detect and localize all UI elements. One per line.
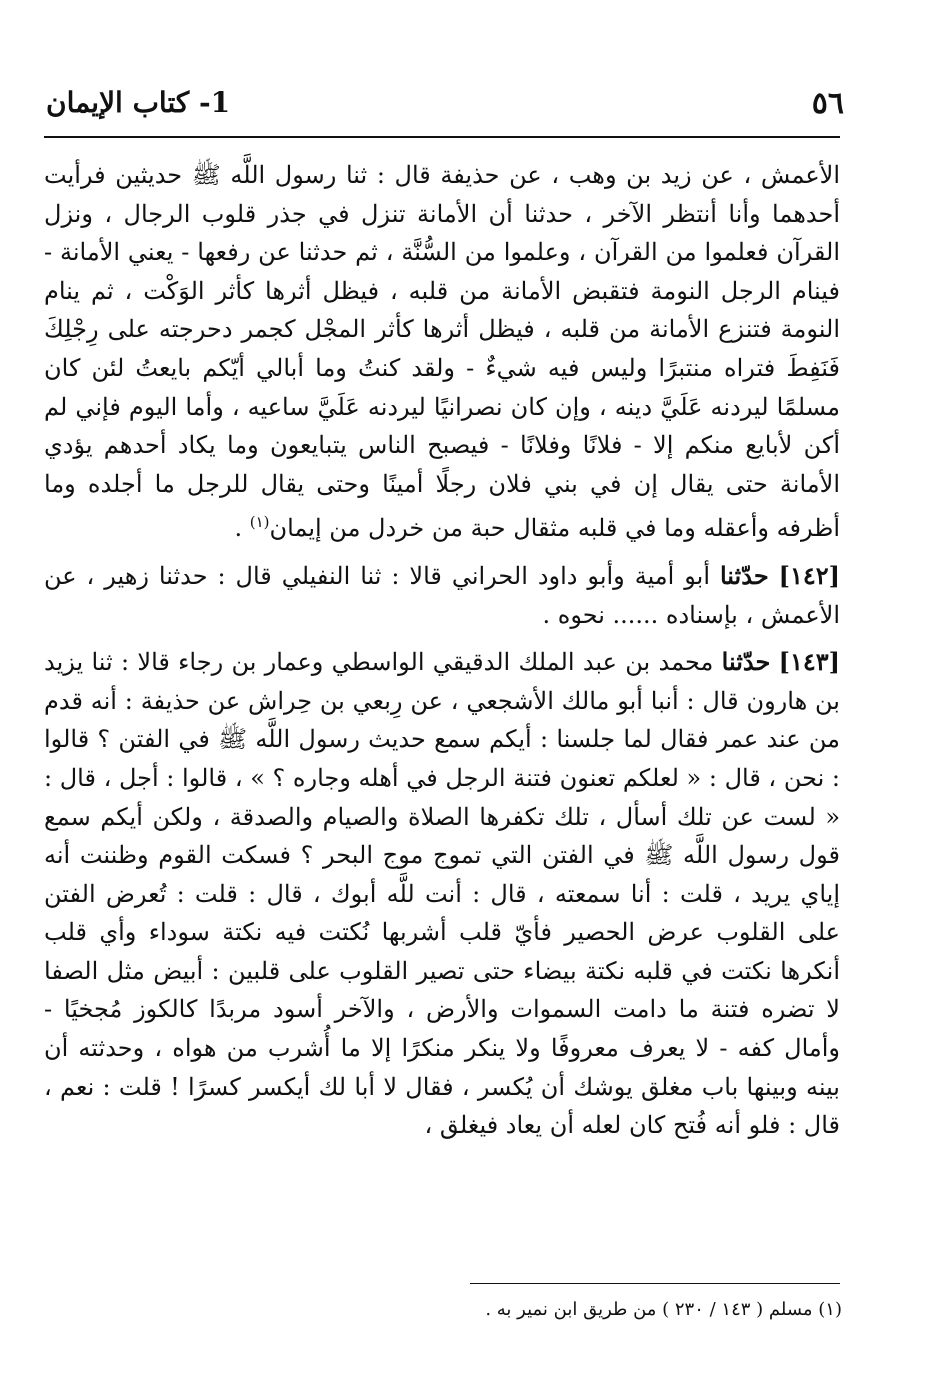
paragraph-text: الأعمش ، عن زيد بن وهب ، عن حذيفة قال : ثنا رسول اللَّه ﷺ حديثين فرأيت أحدهما وأنا أنتظر الآخر ، حدثنا أن الأمانة تنزل في جذر قلوب الرجال ، ونزل القرآن فعلموا من القرآن ، وعلموا من السُّنَّة ، ثم حدثنا عن رفعها - يعني الأمانة - فينام الرجل النومة فتقبض الأمانة من قلبه ، فيظل أثرها كأثر الوَكْت ، ثم ينام النومة فتنزع الأمانة من قلبه ، فيظل أثرها كأثر المجْل كجمر دحرجته على رِجْلِكَ فَنَفِطَ فتراه منتبرًا وليس فيه شيءٌ - ولقد كنتُ وما أبالي أيّكم بايعتُ لئن كان مسلمًا ليردنه عَلَيَّ دينه ، وإن كان نصرانيًا ليردنه عَلَيَّ ساعيه ، وأما اليوم فإني لم أكن لأبايع منكم إلا - فلانًا وفلانًا - فيصبح الناس يتبايعون وما يكاد أحدهم يؤدي الأمانة حتى يقال إن في بني فلان رجلًا أمينًا وحتى يقال للرجل ما أجلده وما أظرفه وأعقله وما في قلبه مثقال حبة من خردل من إيمان (44, 161, 840, 543)
hadith-text: أبو أمية وأبو داود الحراني قالا : ثنا النفيلي قال : حدثنا زهير ، عن الأعمش ، بإسناده ...... نحوه . (44, 561, 840, 629)
footnote: (١) مسلم ( ١٤٣ / ٢٣٠ ) من طريق ابن نمير به . (485, 1299, 842, 1320)
paragraph-continuation (44, 156, 840, 548)
haddathana-word: حدّثنا (719, 560, 769, 590)
haddathana-word: حدّثنا (721, 647, 771, 677)
footnote-rule (470, 1283, 840, 1284)
paragraph-end: . (234, 514, 250, 543)
hadith-number: [١٤٣] (778, 647, 840, 677)
header-rule (44, 136, 840, 138)
hadith-142 (44, 557, 840, 634)
hadith-143 (44, 643, 840, 1145)
page-number: ٥٦ (811, 86, 844, 121)
footnote-marker: (١) (249, 513, 270, 532)
hadith-text: محمد بن عبد الملك الدقيقي الواسطي وعمار بن رجاء قالا : ثنا يزيد بن هارون قال : أنبا أبو مالك الأشجعي ، عن رِبعي بن حِراش عن حذيفة : أنه قدم من عند عمر فقال لما جلسنا : أيكم سمع حديث رسول اللَّه ﷺ في الفتن ؟ قالوا : نحن ، قال : « لعلكم تعنون فتنة الرجل في أهله وجاره ؟ » ، قالوا : أجل ، قال : « لست عن تلك أسأل ، تلك تكفرها الصلاة والصيام والصدقة ، ولكن أيكم سمع قول رسول اللَّه ﷺ في الفتن التي تموج موج البحر ؟ فسكت القوم وظننت أنه إياي يريد ، قلت : أنا سمعته ، قال : أنت للَّه أبوك ، قال : قلت : تُعرض الفتن على القلوب عرض الحصير فأيّ قلب أشربها نُكتت فيه نكتة سوداء وأي قلب أنكرها نكتت في قلبه نكتة بيضاء حتى تصير القلوب على قلبين : أبيض مثل الصفا لا تضره فتنة ما دامت السموات والأرض ، والآخر أسود مربدًا كالكوز مُجخيًا - وأمال كفه - لا يعرف معروفًا ولا ينكر منكرًا إلا ما أُشرب من هواه ، وحدثته أن بينه وبينها باب مغلق يوشك أن يُكسر ، فقال لا أبا لك أيكسر كسرًا ! قلت : نعم ، قال : فلو أنه فُتح كان لعله أن يعاد فيغلق ، (44, 648, 841, 1140)
chapter-title: 1- كتاب الإيمان (46, 86, 231, 119)
main-text (44, 156, 840, 1154)
hadith-number: [١٤٢] (778, 560, 840, 590)
